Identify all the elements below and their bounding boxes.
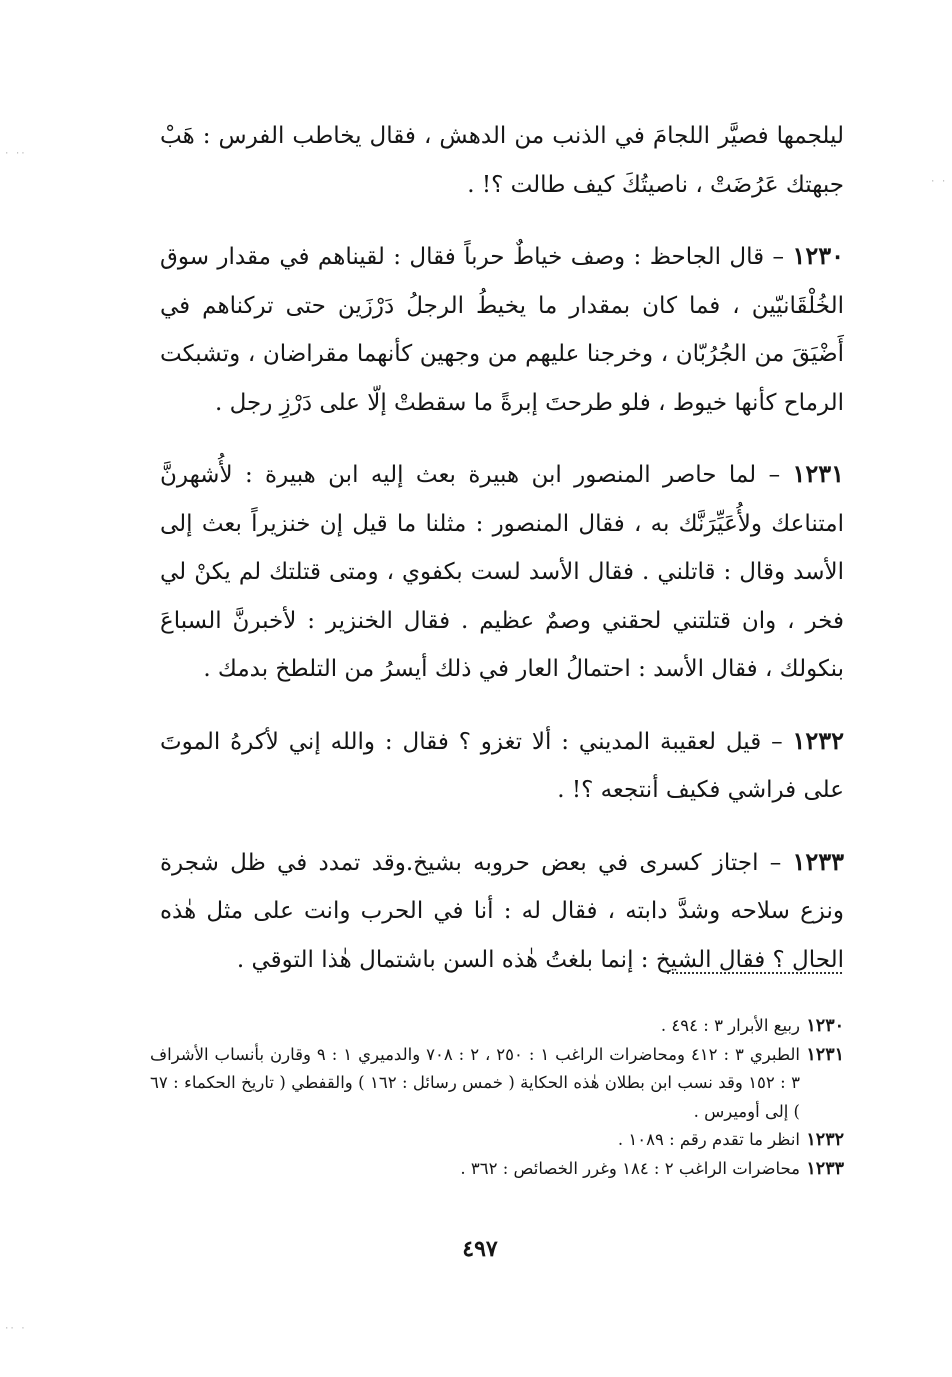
entry-number: ١٢٣٢ xyxy=(792,725,845,755)
entry-dash: – xyxy=(771,728,783,755)
main-text xyxy=(160,112,844,1007)
footnote-text: الطبري ٣ : ٤١٢ ومحاضرات الراغب ١ : ٢٥٠ ، ٢ : ٧٠٨ والدميري ١ : ٩ وقارن بأنساب الأشراف ٣ : ١٥٢ وقد نسب ابن بطلان هٰذه الحكاية ( خمس رسائل : ١٦٢ ) والقفطي ( تاريخ الحكماء : ٦٧ ) إلى أوميرس . xyxy=(150,1044,800,1121)
entry-text: قيل لعقيبة المديني : ألا تغزو ؟ فقال : والله إني لأكرهُ الموتَ على فراشي فكيف أنتجعه ؟! . xyxy=(160,728,844,803)
footnote-number: ١٢٣١ xyxy=(806,1044,844,1065)
footnote-1231 xyxy=(150,1041,844,1127)
footnote-text: انظر ما تقدم رقم : ١٠٨٩ . xyxy=(617,1130,800,1150)
footnote-text: محاضرات الراغب ٢ : ١٨٤ وغرر الخصائص : ٣٦٢ . xyxy=(460,1158,800,1178)
entry-text: اجتاز كسرى في بعض حروبه بشيخ.وقد تمدد في ظل شجرة ونزع سلاحه وشدَّ دابته ، فقال له : أنا في الحرب وانت على مثل هٰذه الحال ؟ فقال الشيخ : إنما بلغتُ هٰذه السن باشتمال هٰذا التوقي . xyxy=(160,849,844,973)
footnote-text: ربيع الأبرار ٣ : ٤٩٤ . xyxy=(660,1016,800,1035)
entry-1233 xyxy=(160,838,844,985)
footnote-number: ١٢٣٠ xyxy=(806,1016,844,1036)
entry-dash: – xyxy=(768,462,781,488)
footnote-number: ١٢٣٢ xyxy=(806,1130,844,1151)
footnote-1232 xyxy=(150,1126,844,1155)
entry-1231 xyxy=(160,450,844,694)
page-number: ٤٩٧ xyxy=(462,1236,498,1262)
entry-number: ١٢٣١ xyxy=(792,459,844,488)
continuation-paragraph: ليلجمها فصيَّر اللجامَ في الذنب من الدهش ، فقال يخاطب الفرس : هَبْ جبهتك عَرُضَتْ ، ناصيتُكَ كيف طالت ؟! . xyxy=(160,123,844,198)
entry-text: قال الجاحظ : وصف خياطٌ حرباً فقال : لقيناهم في مقدار سوق الخُلْقَانيّين ، فما كان بمقدار ما يخيطُ الرجلُ دَرْزَين حتى تركناهم في أَضْيَقَ من الجُرُبّان ، وخرجنا عليهم من وجهين كأنهما مقراضان ، وتشبكت الرماح كأنها خيوط ، فلو طرحتَ إبرةً ما سقطتْ إلّا على دَرْزِ رجل . xyxy=(160,244,844,416)
entry-number: ١٢٣٠ xyxy=(792,241,845,270)
footnote-1230 xyxy=(150,1012,844,1041)
footnote-1233 xyxy=(150,1155,844,1184)
entry-dash: – xyxy=(769,849,782,876)
scan-margin-mark: · ·· xyxy=(4,1324,26,1334)
scan-margin-mark: ·· · xyxy=(4,149,26,159)
entry-number: ١٢٣٣ xyxy=(792,846,844,876)
footnote-separator xyxy=(667,972,842,974)
scan-margin-mark: · · xyxy=(930,177,947,187)
entry-dash: – xyxy=(772,244,785,270)
entry-text: لما حاصر المنصور ابن هبيرة بعث إليه ابن هبيرة : لأُشهرنَّ امتناعك ولأُعَيِّرَنَّك به ، فقال المنصور : مثلنا ما قيل إن خنزيراً بعث إلى الأسد وقال : قاتلني . فقال الأسد لست بكفوي ، ومتى قتلتك لم يكنْ لي فخر ، وان قتلتني لحقني وصمٌ عظيم . فقال الخنزير : لأخبرنَّ السباعَ بنكولك ، فقال الأسد : احتمالُ العار في ذلك أيسرُ من التلطخ بدمك . xyxy=(160,462,844,682)
footnote-number: ١٢٣٣ xyxy=(806,1158,844,1179)
entry-1232 xyxy=(160,717,844,815)
entry-1230 xyxy=(160,232,844,427)
footnotes xyxy=(150,1012,844,1184)
